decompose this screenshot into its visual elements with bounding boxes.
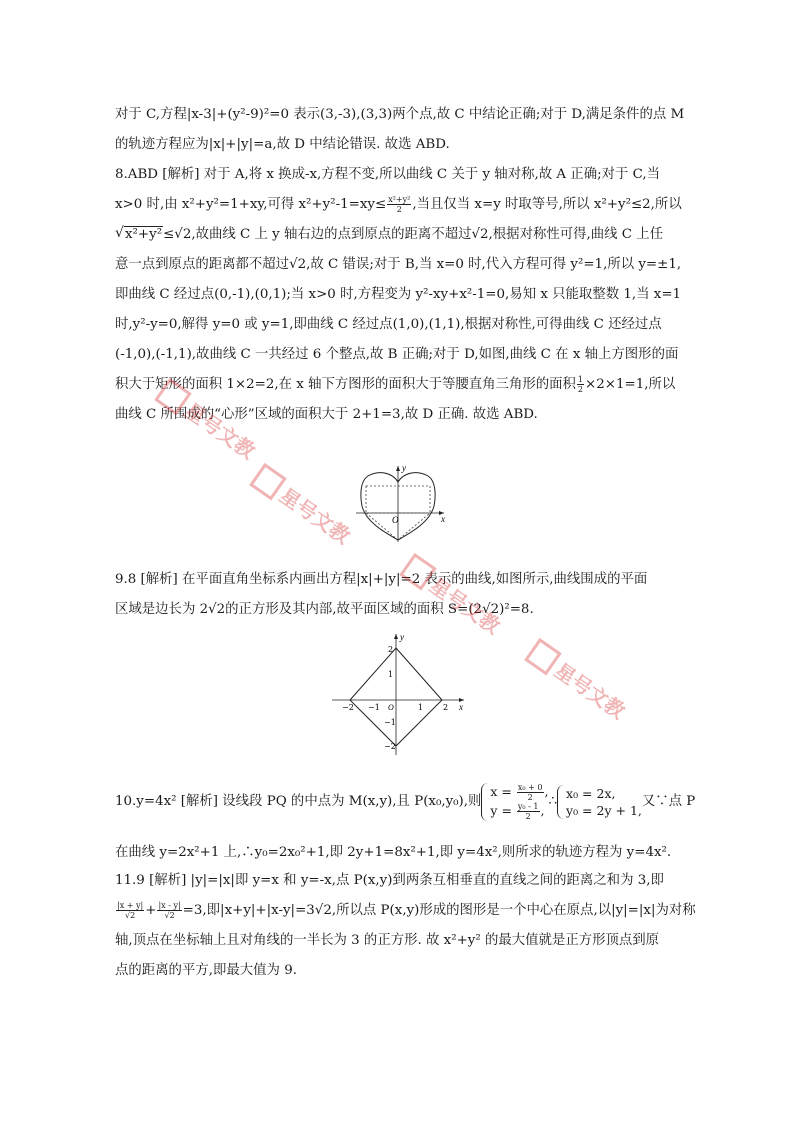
watermark-seal-icon [526,640,559,673]
text-span: 10.y=4x² [解析] 设线段 PQ 的中点为 M(x,y),且 P(x₀,y₀),则 [115,794,482,809]
text-line: 时,y²-y=0,解得 y=0 或 y=1,即曲线 C 经过点(1,0),(1,1),根据对称性,可得曲线 C 还经过点 [115,317,662,332]
fraction-numerator: y₀ - 1 [517,801,539,811]
text-line: 区域是边长为 2√2的正方形及其内部,故平面区域的面积 S=(2√2)²=8. [115,602,534,617]
y-tick-label: −2 [384,742,396,751]
fraction-denominator: 2 [527,792,533,802]
text-line: 在曲线 y=2x²+1 上,∴y₀=2x₀²+1,即 2y+1=8x²+1,即 y=4x²,则所求的轨迹方程为 y=4x². [115,845,672,860]
text-line: (-1,0),(-1,1),故曲线 C 一共经过 6 个整点,故 B 正确;对于 D,如图,曲线 C 在 x 轴上方图形的面 [115,347,679,362]
text-line [115,220,695,250]
fraction-numerator: |x + y| [117,901,144,910]
text-span: ≤√2,故曲线 C 上 y 轴右边的点到原点的距离不超过√2,根据对称性可得,曲线 C 上任 [163,227,664,242]
fraction [577,375,584,394]
text-line [115,780,695,824]
equation-row: y₀ = 2y + 1, [566,802,642,818]
fraction-numerator: x²+y² [388,195,411,204]
text-span: x>0 时,由 x²+y²=1+xy,可得 x²+y²-1=xy≤ [115,197,387,212]
watermark-text: 星号文教 [275,483,355,549]
text-span: 又∵点 P [641,794,696,809]
heart-curve-figure [352,462,452,544]
equation-row: x = $\frac{\text{x₀ + 0}}{2}$ , [490,782,549,802]
fraction-denominator: 2 [525,811,531,821]
text-span: =3,即|x+y|+|x-y|=3√2,所以点 P(x,y)形成的图形是一个中心在原点,以|y|=|x|为对称 [182,903,696,918]
answer-9-text [115,565,695,625]
square-curve-figure [328,630,468,760]
origin-label: O [392,515,399,525]
x-tick-label: −2 [342,703,354,712]
text-span: 积大于矩形的面积 1×2=2,在 x 轴下方图形的面积大于等腰直角三角形的面积 [115,377,576,392]
text-line: 点的距离的平方,即最大值为 9. [115,963,297,978]
equation-lhs: y = [490,802,516,818]
y-tick-label: 2 [388,645,394,654]
text-line: 意一点到原点的距离都不超过√2,故 C 错误;对于 B,当 x=0 时,代入方程可得 y²=1,所以 y=±1, [115,257,682,272]
plus-sign: + [145,903,157,918]
y-axis-arrow-icon [396,466,400,471]
y-axis-arrow-icon [394,634,398,639]
equation-system [481,783,548,821]
answer-7-text [115,100,695,160]
x-axis-label: x [441,514,445,524]
equation-lhs: x = [490,783,516,799]
fraction-denominator: √2 [125,911,136,920]
y-tick-label: −1 [384,718,396,727]
equation-row: x₀ = 2x, [566,785,616,801]
equation-system [557,785,642,819]
fraction-denominator: √2 [164,911,175,920]
text-line: 曲线 C 所围成的“心形”区域的面积大于 2+1=3,故 D 正确. 故选 ABD. [115,407,538,422]
fraction-numerator: x₀ + 0 [517,782,543,792]
text-line: 11.9 [解析] |y|=|x|即 y=x 和 y=-x,点 P(x,y)到两条互相垂直的直线之间的距离之和为 3,即 [115,873,664,888]
text-line: 对于 C,方程|x-3|+(y²-9)²=0 表示(3,-3),(3,3)两个点,故 C 中结论正确;对于 D,满足条件的点 M [115,107,685,122]
text-line: 的轨迹方程应为|x|+|y|=a,故 D 中结论错误. 故选 ABD. [115,137,450,152]
brace-icon [481,783,488,821]
square-root [115,220,163,250]
x-tick-label: −1 [368,703,380,712]
x-tick-label: 1 [418,703,424,712]
text-line [115,370,695,400]
fraction [517,783,544,802]
watermark-seal-icon [251,465,284,498]
text-span: ,当且仅当 x=y 时取等号,所以 x²+y²≤2,所以 [412,197,682,212]
fraction-denominator: 2 [577,385,583,394]
answer-10-text [115,780,695,868]
brace-icon [557,785,564,819]
watermark-text: 星号文教 [425,573,505,639]
text-line: 轴,顶点在坐标轴上且对角线的一半长为 3 的正方形. 故 x²+y² 的最大值就是正方形顶点到原 [115,933,660,948]
fraction [387,195,411,214]
y-axis-label: y [400,632,404,642]
fraction-numerator: |x - y| [158,901,181,910]
fraction [116,901,144,920]
fraction-denominator: 2 [396,205,402,214]
answer-11-text [115,866,695,986]
fraction [157,901,181,920]
x-tick-label: 2 [443,703,449,712]
text-line [115,896,695,926]
watermark-text: 星号文教 [550,658,630,724]
y-tick-label: 1 [388,670,394,679]
fraction-numerator: 1 [577,375,583,384]
therefore-symbol: ∴ [548,794,558,809]
text-line: 即曲线 C 经过点(0,-1),(0,1);当 x>0 时,方程变为 y²-xy+x²-1=0,易知 x 只能取整数 1,当 x=1 [115,287,682,302]
answer-8-text [115,160,695,430]
equation-row: y = $\frac{\text{y₀ - 1}}{2}$ , [490,801,545,821]
x-axis-label: x [459,702,463,712]
text-line: 8.ABD [解析] 对于 A,将 x 换成-x,方程不变,所以曲线 C 关于 y 轴对称,故 A 正确;对于 C,当 [115,167,661,182]
y-axis-label: y [402,463,406,473]
radicand: x²+y² [125,227,163,242]
text-line: 9.8 [解析] 在平面直角坐标系内画出方程|x|+|y|=2 表示的曲线,如图所示,曲线围成的平面 [115,572,648,587]
text-line [115,190,695,220]
watermark-text: 星号文教 [180,398,260,464]
origin-label: O [388,703,394,712]
radical-icon: √ [115,225,124,241]
fraction [517,802,540,821]
text-span: ×2×1=1,所以 [585,377,676,392]
